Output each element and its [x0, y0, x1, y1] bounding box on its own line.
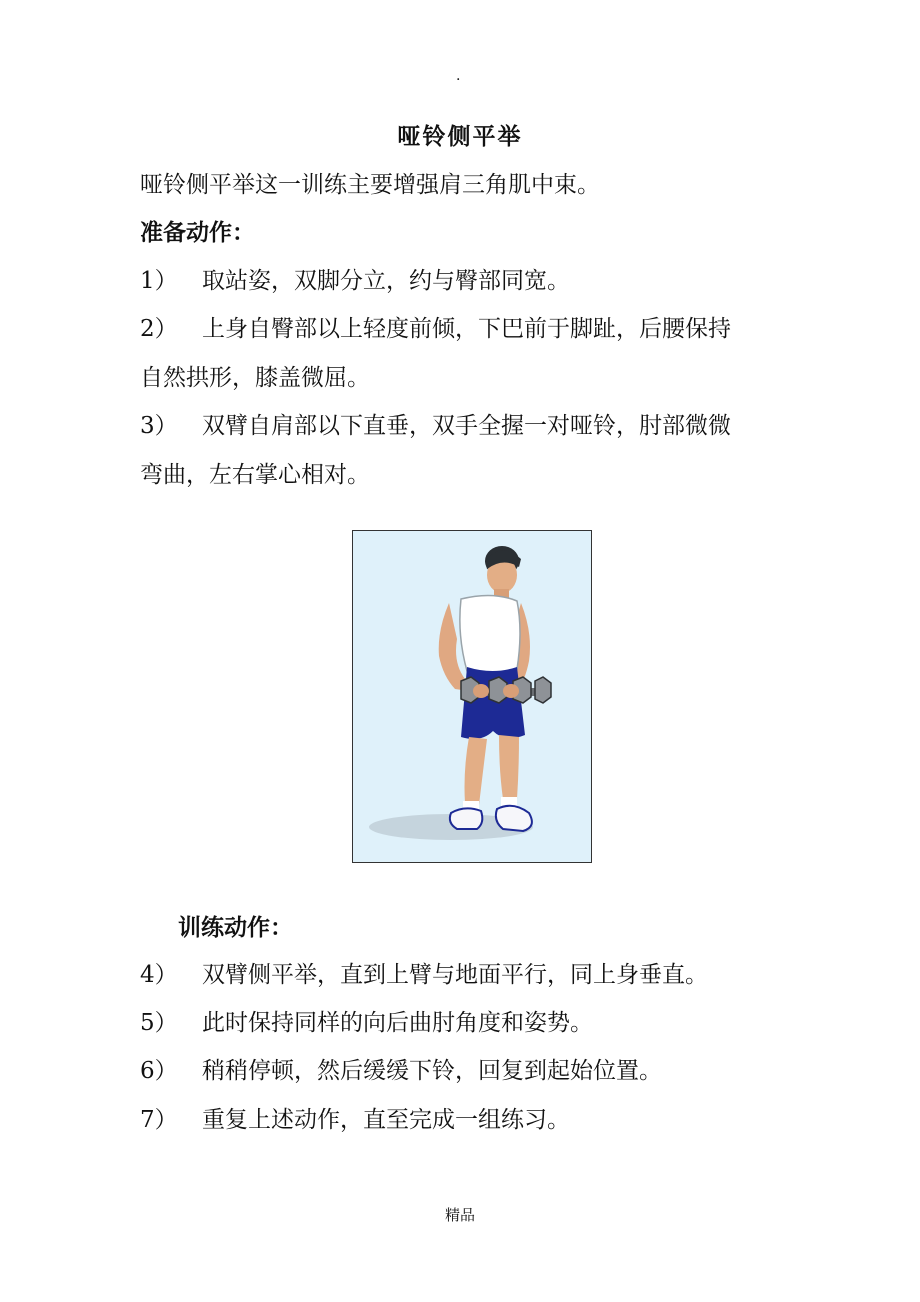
prep-heading: 准备动作： — [140, 219, 255, 246]
step-text: 上身自臀部以上轻度前倾，下巴前于脚趾，后腰保持 — [202, 316, 731, 342]
train-step-6 — [140, 1054, 662, 1088]
step-text: 重复上述动作，直至完成一组练习。 — [202, 1107, 570, 1133]
step-text: 双臂侧平举，直到上臂与地面平行，同上身垂直。 — [202, 962, 708, 988]
train-step-7 — [140, 1103, 570, 1137]
figure-illustration-icon — [353, 531, 591, 862]
dumbbell-exercise-illustration — [352, 530, 592, 863]
prep-step-2-continued: 自然拱形，膝盖微屈。 — [140, 365, 370, 391]
step-number: 6） — [140, 1058, 178, 1084]
training-heading: 训练动作： — [178, 914, 293, 941]
train-step-4 — [140, 958, 708, 992]
step-text: 此时保持同样的向后曲肘角度和姿势。 — [202, 1010, 593, 1036]
step-number: 2） — [140, 316, 178, 342]
prep-step-1 — [140, 264, 570, 298]
step-number: 3） — [140, 413, 178, 439]
prep-step-3-continued: 弯曲，左右掌心相对。 — [140, 462, 370, 488]
step-number: 4） — [140, 962, 178, 988]
train-step-5 — [140, 1006, 593, 1040]
page-footer: 精品 — [444, 1206, 475, 1224]
step-text: 取站姿，双脚分立，约与臀部同宽。 — [202, 268, 570, 294]
step-text: 稍稍停顿，然后缓缓下铃，回复到起始位置。 — [202, 1058, 662, 1084]
prep-step-3 — [140, 409, 731, 443]
intro-paragraph: 哑铃侧平举这一训练主要增强肩三角肌中束。 — [140, 172, 600, 198]
step-number: 7） — [140, 1107, 178, 1133]
prep-step-2 — [140, 312, 731, 346]
step-number: 1） — [140, 268, 178, 294]
header-mark: . — [456, 68, 461, 84]
step-text: 双臂自肩部以下直垂，双手全握一对哑铃，肘部微微 — [202, 413, 731, 439]
step-number: 5） — [140, 1010, 178, 1036]
page-title: 哑铃侧平举 — [397, 123, 523, 150]
